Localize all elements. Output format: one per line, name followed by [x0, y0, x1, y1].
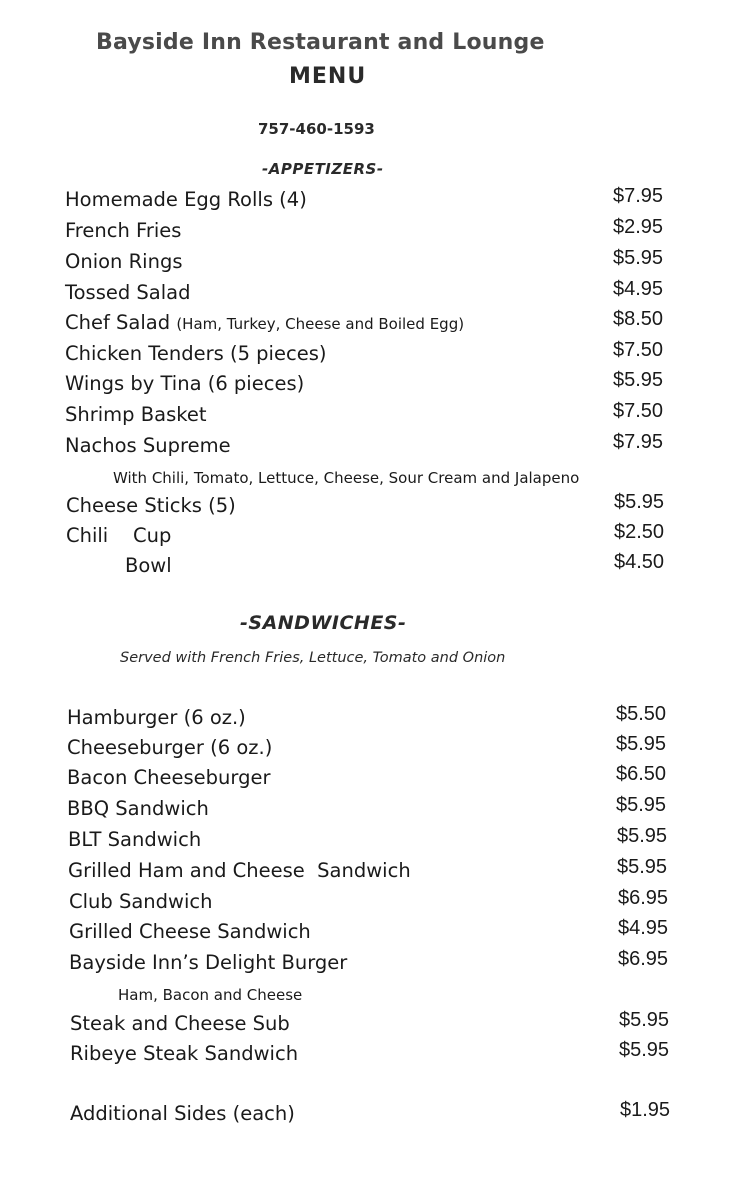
- item-price: $6.50: [616, 763, 667, 785]
- item-name: Steak and Cheese Sub: [70, 1012, 290, 1035]
- item-name: Bacon Cheeseburger: [67, 766, 271, 789]
- item-name: Grilled Ham and Cheese Sandwich: [68, 859, 411, 882]
- menu-item-bacon-cheeseburger: [67, 763, 683, 794]
- menu-item-chili-cup: [66, 521, 682, 552]
- item-price: $5.95: [619, 1039, 670, 1061]
- item-name: Bayside Inn’s Delight Burger: [69, 951, 348, 974]
- item-price: $7.50: [613, 339, 664, 361]
- menu-item-chili-bowl: [66, 551, 682, 582]
- menu-item-grilled-ham-cheese: [68, 856, 684, 887]
- item-price: $4.50: [614, 551, 665, 573]
- item-price: $5.95: [613, 369, 664, 391]
- menu-item-chicken-tenders: [65, 339, 681, 370]
- item-name: Cheese Sticks (5): [66, 494, 236, 517]
- menu-item-chef-salad: [65, 308, 681, 339]
- item-price: $6.95: [618, 948, 669, 970]
- item-price: $5.95: [613, 247, 664, 269]
- item-price: $5.95: [617, 825, 668, 847]
- menu-item-wings: [65, 369, 681, 400]
- item-price: $2.50: [614, 521, 665, 543]
- menu-item-delight-burger: [69, 948, 685, 979]
- menu-item-blt-sandwich: [68, 825, 684, 856]
- item-price: $7.95: [613, 185, 664, 207]
- item-price: $5.95: [614, 491, 665, 513]
- item-price: $5.95: [616, 794, 667, 816]
- item-name: Shrimp Basket: [65, 403, 207, 426]
- delight-burger-note: Ham, Bacon and Cheese: [118, 986, 303, 1004]
- item-name: French Fries: [65, 219, 182, 242]
- menu-item-club-sandwich: [69, 887, 685, 918]
- menu-item-ribeye-steak: [70, 1039, 686, 1070]
- item-name: Bowl: [125, 554, 172, 577]
- item-name: Hamburger (6 oz.): [67, 706, 246, 729]
- sandwiches-subtitle: Served with French Fries, Lettuce, Tomato and Onion: [120, 650, 506, 666]
- restaurant-title: Bayside Inn Restaurant and Lounge: [96, 30, 545, 55]
- item-price: $5.50: [616, 703, 667, 725]
- menu-item-steak-cheese-sub: [70, 1009, 686, 1040]
- item-price: $5.95: [616, 733, 667, 755]
- appetizers-heading: -APPETIZERS-: [262, 160, 384, 178]
- item-name: Homemade Egg Rolls (4): [65, 188, 307, 211]
- nachos-note: With Chili, Tomato, Lettuce, Cheese, Sour Cream and Jalapeno: [113, 469, 580, 487]
- item-price: $4.95: [613, 278, 664, 300]
- item-price: $5.95: [617, 856, 668, 878]
- menu-heading: MENU: [289, 64, 367, 89]
- item-name: Additional Sides (each): [70, 1102, 295, 1125]
- item-name-text: Chef Salad: [65, 311, 171, 334]
- item-name: Tossed Salad: [65, 281, 191, 304]
- item-name: Cheeseburger (6 oz.): [67, 736, 273, 759]
- menu-item-cheese-sticks: [66, 491, 682, 522]
- item-name: Nachos Supreme: [65, 434, 231, 457]
- item-name: BBQ Sandwich: [67, 797, 209, 820]
- item-price: $7.95: [613, 431, 664, 453]
- menu-item-onion-rings: [65, 247, 681, 278]
- item-name: Ribeye Steak Sandwich: [70, 1042, 299, 1065]
- item-price: $8.50: [613, 308, 664, 330]
- item-name: Onion Rings: [65, 250, 183, 273]
- item-price: $1.95: [620, 1099, 671, 1121]
- menu-item-bbq-sandwich: [67, 794, 683, 825]
- menu-item-french-fries: [65, 216, 681, 247]
- menu-item-nachos: [65, 431, 681, 462]
- menu-item-cheeseburger: [67, 733, 683, 764]
- item-detail: (Ham, Turkey, Cheese and Boiled Egg): [176, 315, 465, 333]
- menu-item-shrimp-basket: [65, 400, 681, 431]
- item-name: Chili Cup: [66, 524, 172, 547]
- menu-item-hamburger: [67, 703, 683, 734]
- item-price: $4.95: [618, 917, 669, 939]
- item-price: $7.50: [613, 400, 664, 422]
- menu-item-tossed-salad: [65, 278, 681, 309]
- item-name: Chicken Tenders (5 pieces): [65, 342, 327, 365]
- item-price: $5.95: [619, 1009, 670, 1031]
- item-price: $2.95: [613, 216, 664, 238]
- item-name: Grilled Cheese Sandwich: [69, 920, 311, 943]
- item-name: Wings by Tina (6 pieces): [65, 372, 305, 395]
- phone-number: 757-460-1593: [258, 120, 375, 138]
- item-name: [65, 311, 464, 334]
- menu-item-egg-rolls: [65, 185, 681, 216]
- menu-item-additional-sides: [70, 1099, 686, 1130]
- item-price: $6.95: [618, 887, 669, 909]
- item-name: BLT Sandwich: [68, 828, 202, 851]
- sandwiches-heading: -SANDWICHES-: [240, 612, 407, 634]
- menu-item-grilled-cheese: [69, 917, 685, 948]
- item-name: Club Sandwich: [69, 890, 213, 913]
